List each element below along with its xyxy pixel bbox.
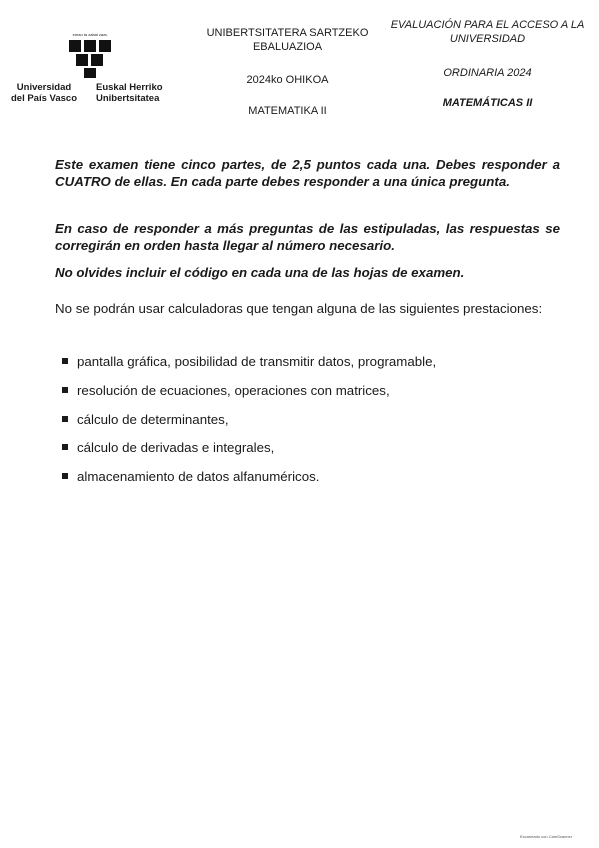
basque-title-line2: EBALUAZIOA [252,41,323,53]
list-item [62,411,542,428]
list-item-text: almacenamiento de datos alfanuméricos. [77,469,320,485]
spanish-title-line2: UNIVERSIDAD [449,33,526,45]
spanish-session: ORDINARIA 2024 [443,67,532,79]
university-logo [4,30,174,110]
list-item [62,439,542,456]
spanish-exam-title [380,18,595,46]
bullet-square-icon [62,416,68,422]
logo-uni-line1: Universidad [16,82,72,93]
calculator-restrictions-list [62,353,542,497]
upv-ehu-emblem-icon [60,30,120,80]
bullet-square-icon [62,444,68,450]
list-item [62,382,542,399]
list-item-text: resolución de ecuaciones, operaciones con matrices, [77,382,390,398]
spanish-subject: MATEMÁTICAS II [442,97,533,109]
scanner-watermark: Escaneado con CamScanner [520,834,573,839]
list-item [62,468,542,485]
instruction-extra-answers: En caso de responder a más preguntas de las estipuladas, las respuestas se corregirán en orden hasta llegar al número necesario. [55,221,560,253]
logo-uni-line2: del País Vasco [10,93,77,104]
basque-session: 2024ko OHIKOA [246,74,329,86]
calculator-intro: No se podrán usar calculadoras que tengan alguna de las siguientes prestaciones: [55,301,543,316]
list-item [62,353,542,370]
spanish-title-line1: EVALUACIÓN PARA EL ACCESO A LA [390,19,585,31]
instruction-parts: Este examen tiene cinco partes, de 2,5 puntos cada una. Debes responder a CUATRO de ellas. En cada parte debes responder a una única pregunta. [55,157,560,189]
logo-eus-line1: Euskal Herriko [96,82,163,93]
bullet-square-icon [62,358,68,364]
logo-text-basque [96,82,176,104]
instruction-code: No olvides incluir el código en cada una de las hojas de examen. [55,265,465,280]
logo-text-spanish [4,82,84,104]
logo-eus-line2: Unibertsitatea [96,93,160,104]
list-item-text: pantalla gráfica, posibilidad de transmitir datos, programable, [77,354,437,369]
bullet-square-icon [62,473,68,479]
basque-title-line1: UNIBERTSITATERA SARTZEKO [206,27,369,39]
bullet-square-icon [62,387,68,393]
svg-text:eman ta zabal zazu: eman ta zabal zazu [72,32,108,37]
list-item-text: cálculo de derivadas e integrales, [77,440,275,456]
list-item-text: cálculo de determinantes, [77,411,229,427]
basque-exam-title [200,26,375,54]
basque-subject: MATEMATIKA II [248,105,327,117]
